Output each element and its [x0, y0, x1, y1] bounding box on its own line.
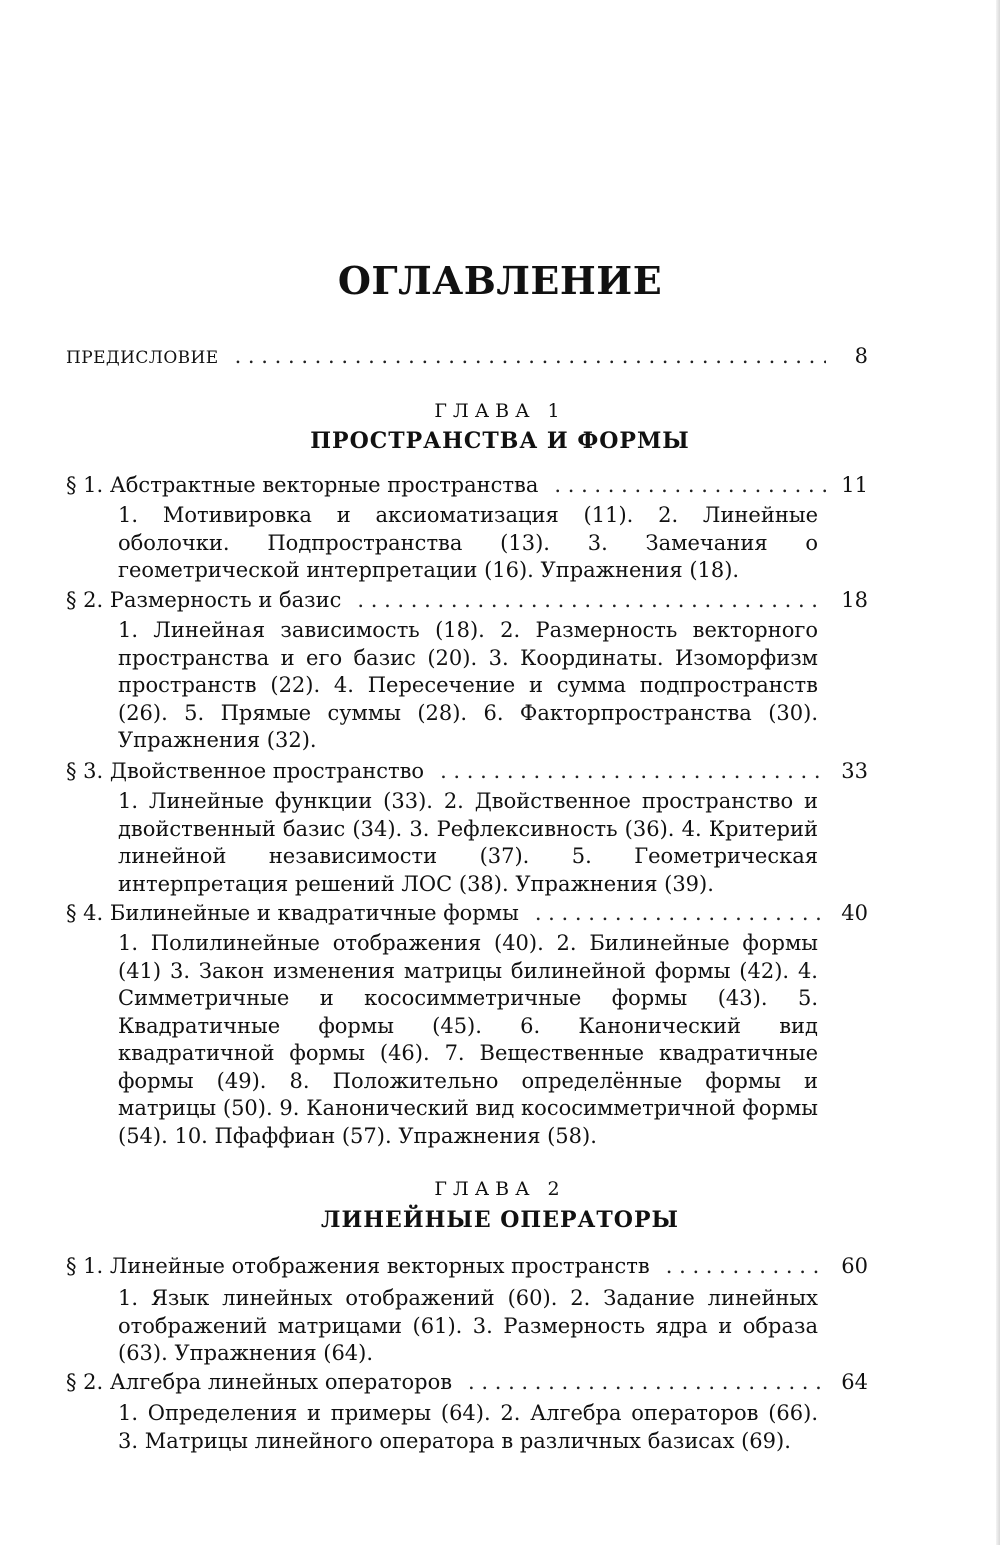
dot-leader [235, 344, 826, 368]
toc-section-entry[interactable] [66, 1254, 868, 1282]
toc-page-number: 8 [854, 344, 868, 368]
dot-leader [554, 473, 826, 497]
toc-section-title: § 3. Двойственное пространство [66, 759, 425, 783]
toc-page-number: 18 [841, 588, 868, 612]
toc-section-entry[interactable] [66, 473, 868, 501]
toc-page-number: 64 [841, 1370, 868, 1394]
dot-leader [468, 1370, 826, 1394]
toc-subsections: 1. Линейная зависимость (18). 2. Размерность векторного пространства и его базис (20). 3. Координаты. Изоморфизм пространств (22). 4. Пересечение и сумма подпространств (26). 5. Прямые суммы (28). 6. Факторпространства (30). Упражнения (32). [118, 618, 818, 752]
toc-subsections: 1. Мотивировка и аксиоматизация (11). 2. Линейные оболочки. Подпространства (13). 3. Замечания о геометрической интерпретации (16). Упражнения (18). [118, 503, 818, 582]
toc-entry-preface[interactable] [66, 344, 868, 372]
toc-subsections: 1. Язык линейных отображений (60). 2. Задание линейных отображений матрицами (61). 3. Размерность ядра и образа (63). Упражнения (64). [118, 1286, 818, 1365]
toc-section-title: § 1. Абстрактные векторные пространства [66, 473, 539, 497]
toc-section-title: § 4. Билинейные и квадратичные формы [66, 901, 519, 925]
toc-section-entry[interactable] [66, 759, 868, 787]
toc-section-title: § 1. Линейные отображения векторных пространств [66, 1254, 650, 1278]
toc-subsections: 1. Полилинейные отображения (40). 2. Билинейные формы (41) 3. Закон изменения матрицы билинейной формы (42). 4. Симметричные и кососимметричные формы (43). 5. Квадратичные формы (45). 6. Канонический вид квадратичной формы (46). 7. Вещественные квадратичные формы (49). 8. Положительно определённые формы и матрицы (50). 9. Канонический вид кососимметричной формы (54). 10. Пфаффиан (57). Упражнения (58). [118, 931, 818, 1148]
toc-page-number: 40 [841, 901, 868, 925]
toc-entry-title: ПРЕДИСЛОВИЕ [66, 348, 219, 368]
chapter-label: ГЛАВА 2 [434, 1178, 566, 1200]
dot-leader [357, 588, 826, 612]
page-edge [996, 0, 1000, 1545]
toc-section-title: § 2. Размерность и базис [66, 588, 342, 612]
dot-leader [440, 759, 826, 783]
chapter-title: ПРОСТРАНСТВА И ФОРМЫ [310, 428, 690, 454]
toc-subsections: 1. Линейные функции (33). 2. Двойственное пространство и двойственный базис (34). 3. Рефлексивность (36). 4. Критерий линейной независимости (37). 5. Геометрическая интерпретация решений ЛОС (38). Упражнения (39). [118, 789, 818, 896]
chapter-label: ГЛАВА 1 [434, 400, 566, 422]
toc-section-title: § 2. Алгебра линейных операторов [66, 1370, 453, 1394]
toc-subsections: 1. Определения и примеры (64). 2. Алгебра операторов (66). 3. Матрицы линейного оператора в различных базисах (69). [118, 1401, 818, 1453]
toc-page-number: 60 [841, 1254, 868, 1278]
toc-section-entry[interactable] [66, 1370, 868, 1398]
dot-leader [535, 901, 826, 925]
chapter-title: ЛИНЕЙНЫЕ ОПЕРАТОРЫ [321, 1207, 679, 1233]
toc-section-entry[interactable] [66, 901, 868, 929]
dot-leader [666, 1254, 826, 1278]
toc-section-entry[interactable] [66, 588, 868, 616]
page-title: ОГЛАВЛЕНИЕ [337, 258, 663, 303]
toc-page-number: 11 [841, 473, 868, 497]
toc-page-number: 33 [841, 759, 868, 783]
